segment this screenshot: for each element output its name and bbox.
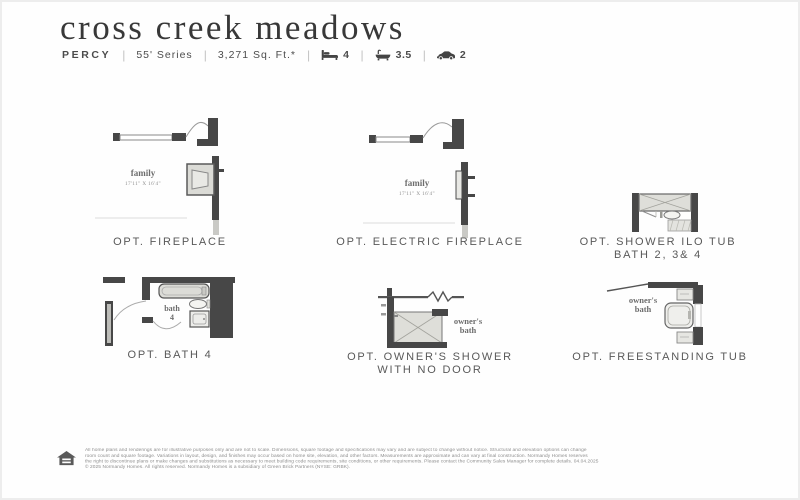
room-label: family [130, 168, 156, 178]
room-label: owner's [628, 295, 658, 305]
separator: | [122, 48, 126, 62]
freestanding-tub-plan-drawing [595, 278, 715, 358]
room-label: bath [634, 304, 652, 314]
bath-icon [375, 49, 391, 61]
caption-line: BATH 2, 3& 4 [613, 249, 703, 261]
room-label: bath [164, 304, 180, 313]
plan-name: PERCY [62, 49, 112, 61]
separator: | [422, 48, 426, 62]
page-title: cross creek meadows [60, 8, 405, 47]
owners-shower-plan-drawing [370, 283, 495, 355]
caption-line: OPT. OWNER'S SHOWER [347, 351, 513, 363]
disclaimer-line: All home plans and renderings are for illustrative purposes only and are not to scale. Dimensions, square footage and specifications may vary and are subject to change without notice. Structural and elevation options can change [85, 448, 587, 453]
option-caption-owners-shower [330, 351, 530, 377]
series-label: 55' Series [136, 49, 193, 61]
option-caption-freestanding-tub: OPT. FREESTANDING TUB [572, 351, 748, 363]
room-label: bath [459, 325, 477, 335]
electric-fireplace-plan-drawing [355, 110, 505, 240]
room-dims: 17'11" X 16'4" [124, 181, 162, 187]
bath-4-plan-drawing [95, 263, 240, 351]
baths-stat [375, 49, 412, 61]
room-label: family [404, 178, 430, 188]
option-caption-shower-ilo-tub [558, 236, 758, 262]
caption-line: WITH NO DOOR [377, 364, 483, 376]
garage-stat [437, 49, 466, 61]
footer [56, 448, 800, 476]
disclaimer-line: room count and square footage. Variations in layout, design, and finishes may occur based on home site, elevation, and other factors. Measurements are approximate and can vary at final construction. Normandy Homes reserves [85, 453, 588, 459]
separator: | [203, 48, 207, 62]
disclaimer-line: © 2025 Normandy Homes. All rights reserved. Normandy Homes is a subsidiary of Green Brick Partners (NYSE: GRBK). [85, 464, 351, 470]
shower-ilo-tub-plan-drawing [615, 186, 710, 236]
separator: | [307, 48, 311, 62]
bed-icon [321, 49, 338, 61]
baths-count: 3.5 [395, 49, 412, 61]
option-caption-electric-fireplace: OPT. ELECTRIC FIREPLACE [336, 236, 524, 248]
option-caption-bath-4: OPT. BATH 4 [127, 349, 213, 361]
equal-housing-icon [56, 450, 77, 476]
beds-stat [321, 49, 349, 61]
option-caption-fireplace: OPT. FIREPLACE [113, 236, 227, 248]
beds-count: 4 [343, 49, 350, 61]
sqft-label: 3,271 Sq. Ft.* [217, 49, 297, 61]
separator: | [360, 48, 364, 62]
caption-line: OPT. SHOWER ILO TUB [579, 236, 737, 248]
car-icon [437, 50, 455, 61]
fireplace-plan-drawing [85, 112, 235, 237]
disclaimer-line: the right to discontinue plans or make changes and substitutions as necessary to meet building code requirements, site conditions, or other requirements. Please contact the Community Sales Manager for complete details. 04.04.2025 [85, 459, 599, 464]
plan-meta-row [62, 48, 466, 62]
room-label: 4 [170, 313, 174, 322]
garage-count: 2 [459, 49, 467, 61]
disclaimer-text [85, 448, 739, 470]
room-label: owner's [453, 316, 483, 326]
room-dims: 17'11" X 16'4" [398, 191, 436, 197]
